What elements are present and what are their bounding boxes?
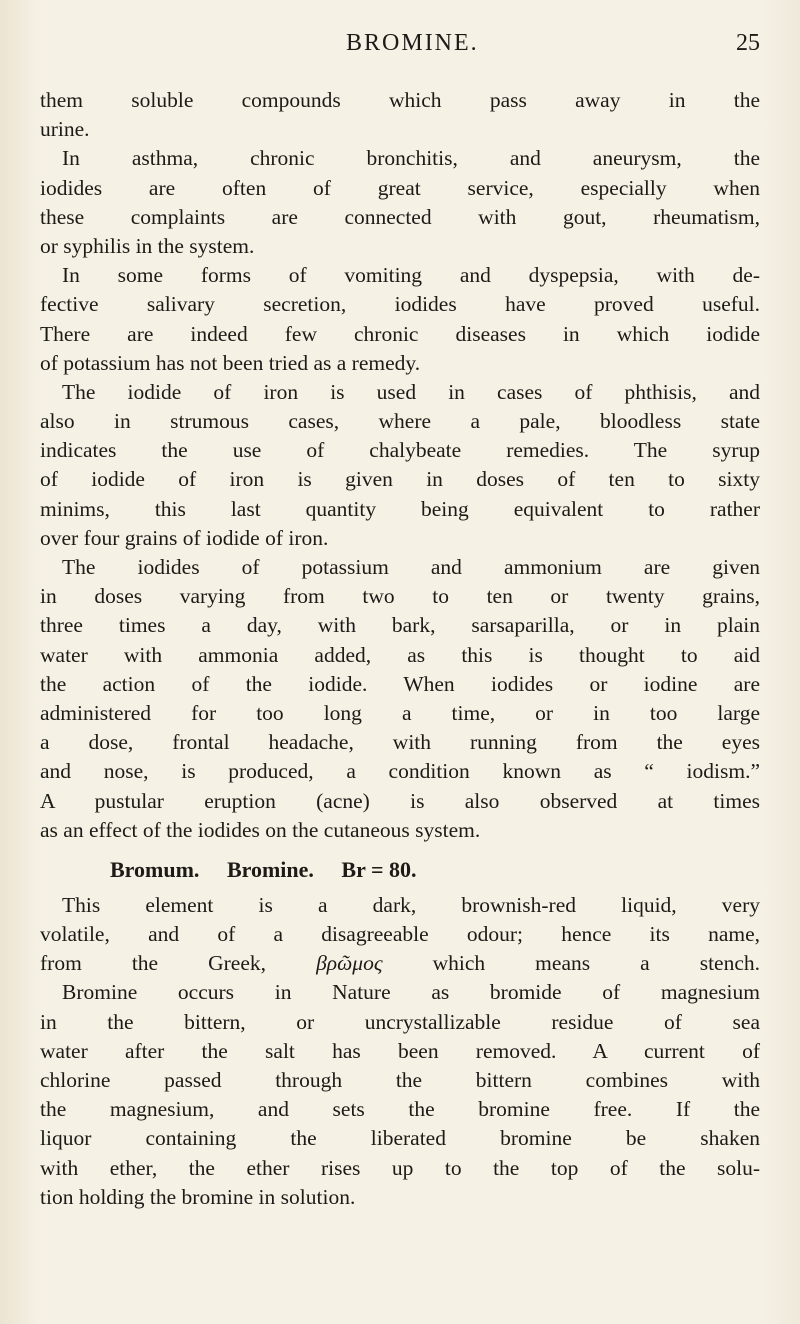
text-fragment: which means a stench.	[432, 951, 761, 976]
text-line: water after the salt has been removed. A current of	[40, 1038, 760, 1063]
text-line: In asthma, chronic bronchitis, and aneurysm, the	[62, 146, 760, 171]
text-line: three times a day, with bark, sarsaparilla, or in plain	[40, 613, 760, 638]
text-line: indicates the use of chalybeate remedies. The syrup	[40, 438, 760, 463]
text-line: fective salivary secretion, iodides have proved useful.	[40, 292, 760, 317]
heading-formula: Br = 80.	[341, 856, 417, 882]
text-line: volatile, and of a disagreeable odour; hence its name,	[40, 922, 760, 947]
text-line-greek	[40, 949, 760, 978]
text-line: or syphilis in the system.	[40, 233, 255, 258]
text-line: these complaints are connected with gout, rheumatism,	[40, 204, 760, 229]
text-line: The iodides of potassium and ammonium are given	[62, 555, 760, 579]
text-line: a dose, frontal headache, with running from the eyes	[40, 730, 760, 755]
text-line: of potassium has not been tried as a remedy.	[40, 350, 421, 375]
text-line: administered for too long a time, or in too large	[40, 700, 760, 725]
text-line: A pustular eruption (acne) is also observed at times	[40, 788, 760, 813]
text-line: water with ammonia added, as this is thought to aid	[40, 642, 760, 667]
section-heading	[40, 849, 760, 891]
text-fragment: from the Greek,	[40, 951, 267, 976]
text-line: chlorine passed through the bittern combines with	[40, 1068, 760, 1092]
text-line: the magnesium, and sets the bromine free. If the	[40, 1097, 760, 1122]
text-line: also in strumous cases, where a pale, bloodless state	[40, 409, 760, 434]
text-line: them soluble compounds which pass away in the	[40, 88, 760, 112]
greek-word: βρῶμος	[316, 951, 383, 976]
text-line: liquor containing the liberated bromine be shaken	[40, 1126, 760, 1151]
text-line: urine.	[40, 117, 90, 142]
text-line: with ether, the ether rises up to the top of the solu-	[40, 1155, 760, 1180]
text-line: the action of the iodide. When iodides or iodine are	[40, 671, 760, 696]
text-line: This element is a dark, brownish-red liquid, very	[62, 892, 760, 917]
text-line: as an effect of the iodides on the cutaneous system.	[40, 817, 481, 842]
text-line: over four grains of iodide of iron.	[40, 525, 329, 550]
page-header	[40, 30, 760, 70]
text-line: There are indeed few chronic diseases in which iodide	[40, 321, 760, 346]
text-line: and nose, is produced, a condition known as “ iodism.”	[40, 759, 760, 784]
page-number: 25	[736, 30, 760, 56]
text-line: Bromine occurs in Nature as bromide of magnesium	[62, 980, 760, 1005]
text-line: minims, this last quantity being equivalent to rather	[40, 496, 760, 521]
running-title: BROMINE.	[346, 30, 479, 56]
text-line: iodides are often of great service, especially when	[40, 175, 760, 200]
heading-english-name: Bromine.	[226, 856, 314, 882]
text-line: in the bittern, or uncrystallizable residue of sea	[40, 1009, 760, 1034]
text-line: The iodide of iron is used in cases of phthisis, and	[62, 379, 760, 404]
heading-latin-name: Bromum.	[110, 856, 200, 882]
text-line: tion holding the bromine in solution.	[40, 1184, 356, 1209]
text-line: of iodide of iron is given in doses of ten to sixty	[40, 467, 760, 492]
body-text	[40, 86, 760, 1212]
text-line: in doses varying from two to ten or twenty grains,	[40, 584, 760, 609]
text-line: In some forms of vomiting and dyspepsia, with de-	[62, 263, 760, 288]
